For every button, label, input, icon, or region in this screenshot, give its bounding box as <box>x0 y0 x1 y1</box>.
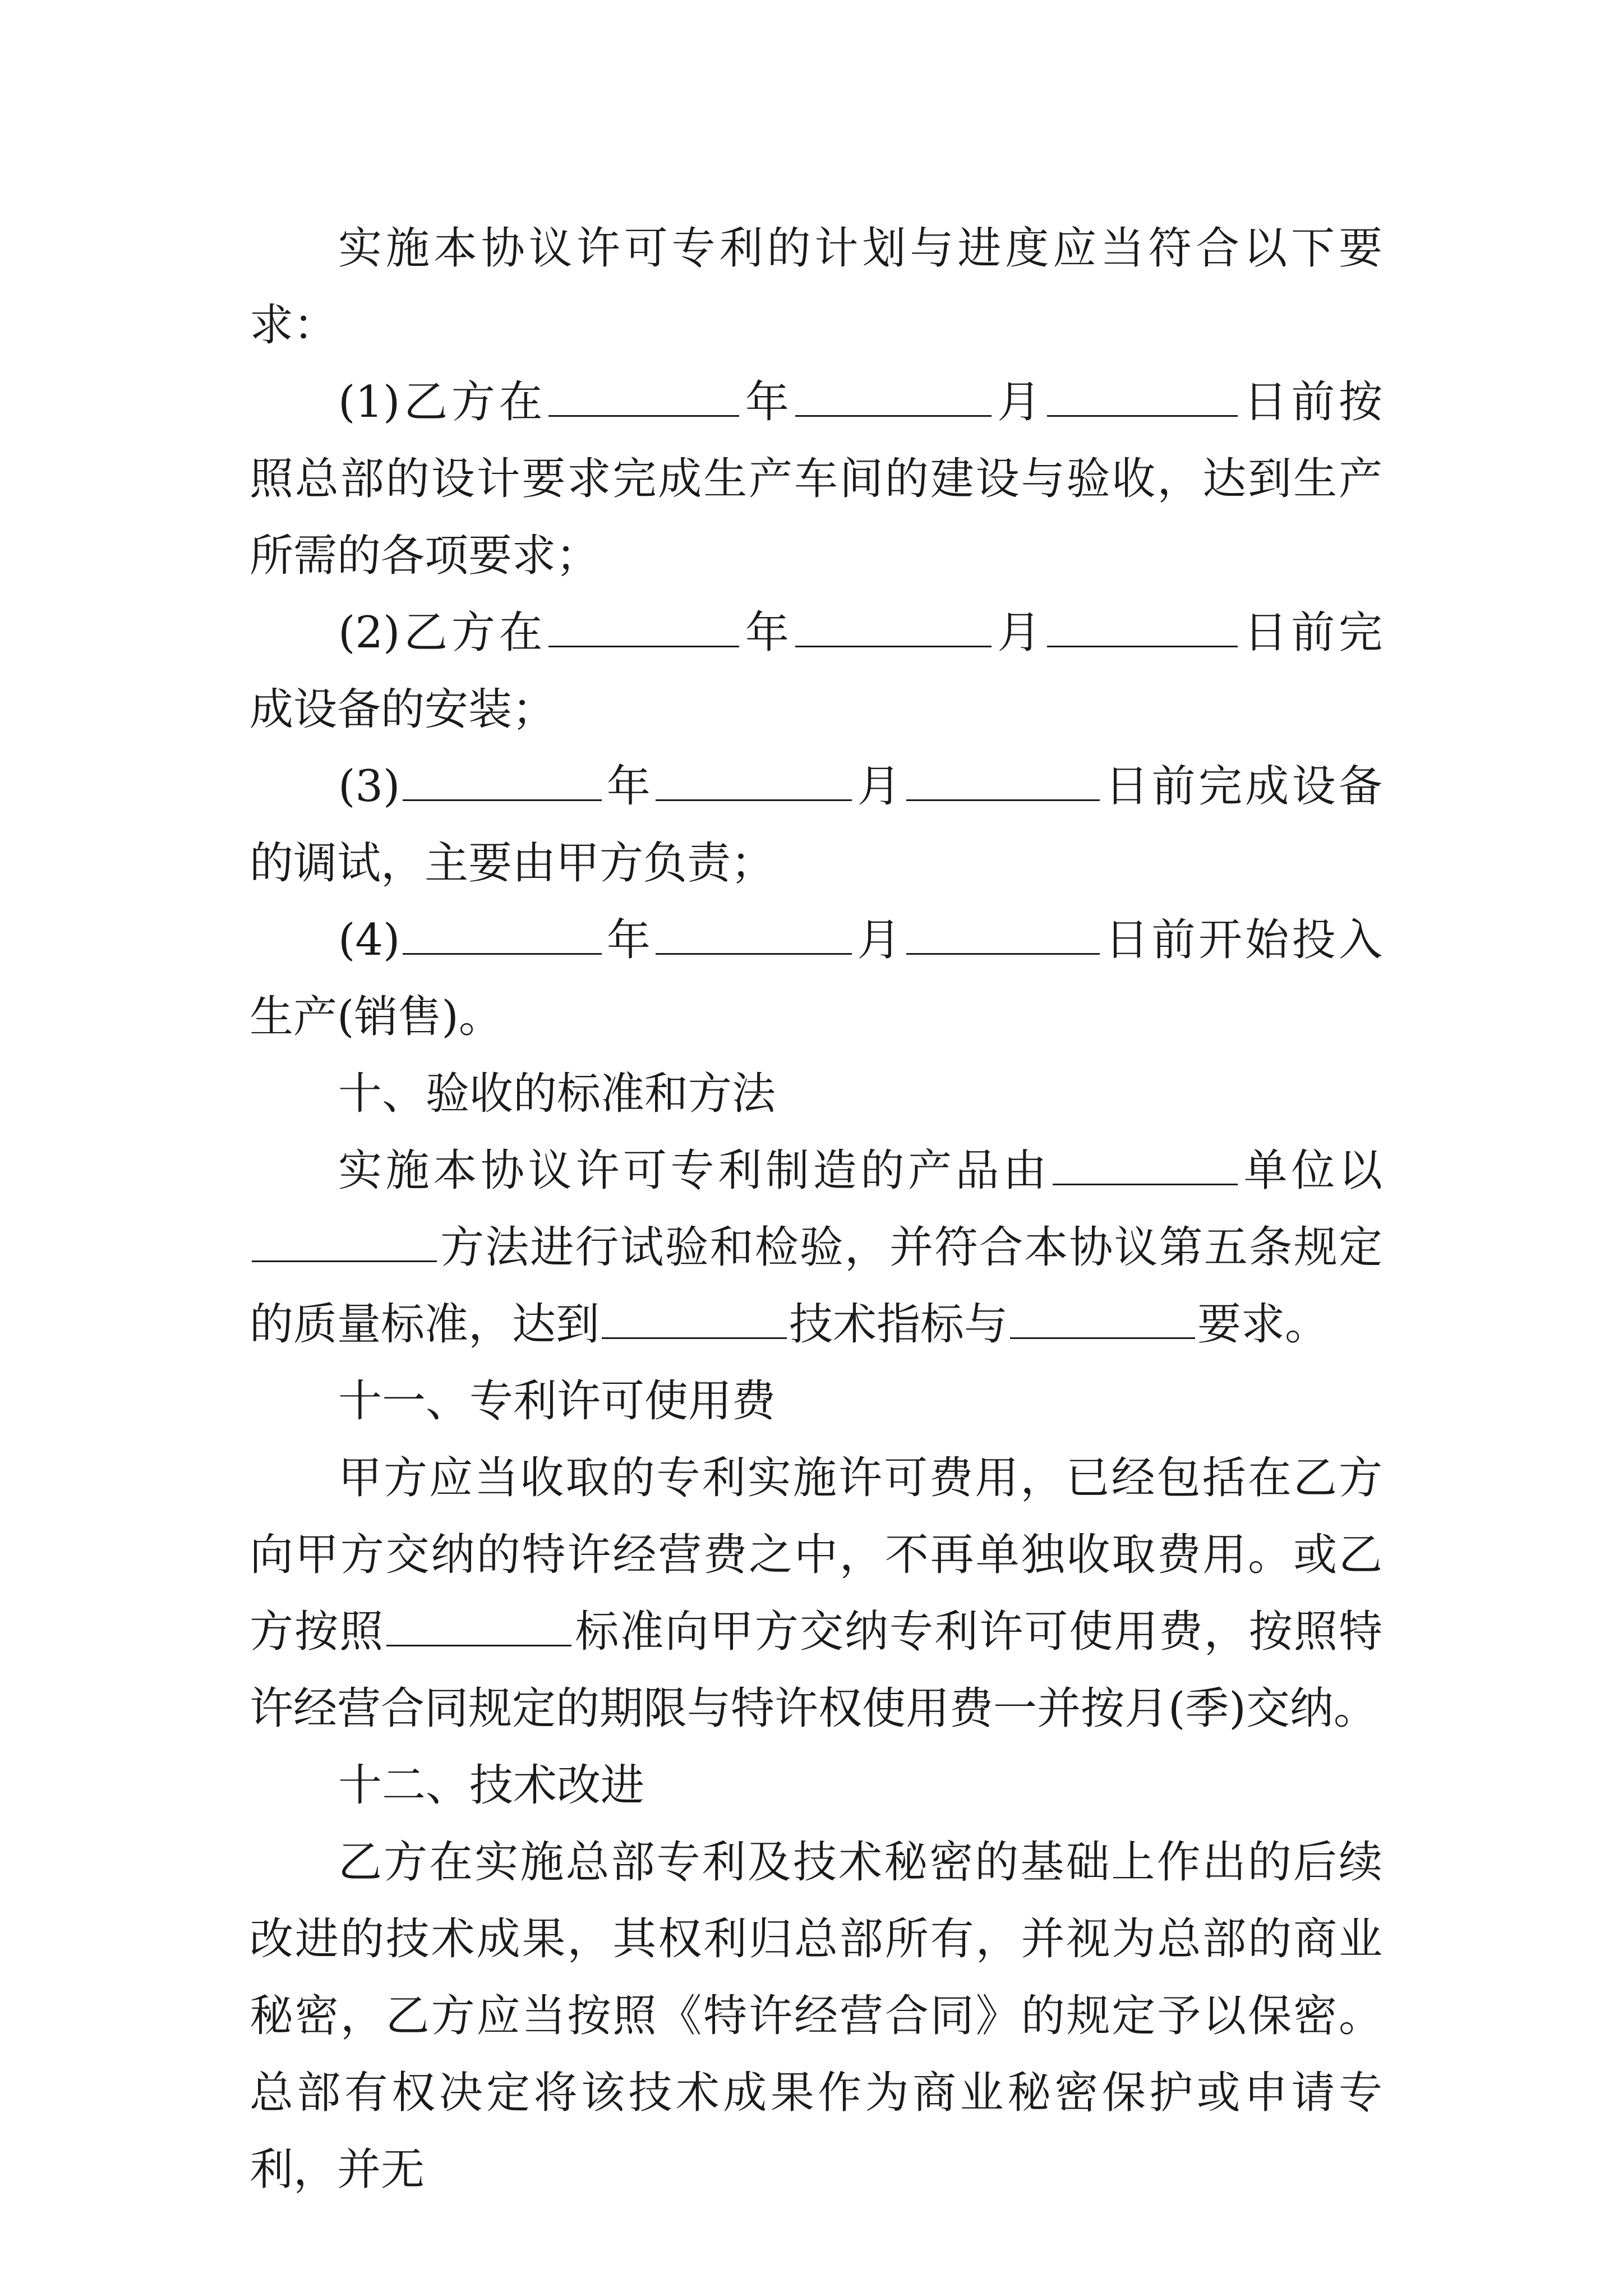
blank-tech-index-field <box>602 1298 787 1339</box>
blank-requirement-field <box>1010 1298 1195 1339</box>
section-11-paragraph <box>250 1440 1382 1747</box>
section-10-paragraph <box>250 1133 1382 1363</box>
section-10-text-4: 技术指标与 <box>789 1299 1008 1350</box>
blank-day-field <box>1047 376 1238 417</box>
section-10-heading-text: 十、验收的标准和方法 <box>338 1069 776 1119</box>
item-4-year-label: 年 <box>603 915 654 965</box>
item-1-month-label: 月 <box>993 377 1045 427</box>
blank-month-field <box>656 760 852 801</box>
blank-year-field <box>403 760 602 801</box>
plan-item-2 <box>250 595 1382 748</box>
blank-month-field <box>795 606 992 647</box>
item-4-month-label: 月 <box>854 915 904 965</box>
plan-item-1 <box>250 364 1382 595</box>
item-3-rest: 日前完成设备的调试，主要由甲方负责； <box>250 761 1382 889</box>
section-11-heading-text: 十一、专利许可使用费 <box>338 1376 776 1427</box>
item-1-prefix: (1)乙方在 <box>338 377 547 427</box>
section-10-text-5: 要求。 <box>1197 1299 1329 1350</box>
section-12-body: 乙方在实施总部专利及技术秘密的基础上作出的后续改进的技术成果，其权利归总部所有，并视为总部的商业秘密，乙方应当按照《特许经营合同》的规定予以保密。总部有权决定将该技术成果作为商业秘密保护或申请专利，并无 <box>250 1837 1382 2195</box>
item-4-rest: 日前开始投入生产(销售)。 <box>250 915 1382 1042</box>
item-2-rest: 日前完成设备的安装； <box>250 608 1382 735</box>
section-12-heading-text: 十二、技术改进 <box>338 1760 645 1811</box>
blank-year-field <box>403 914 602 955</box>
item-2-month-label: 月 <box>993 608 1045 658</box>
blank-year-field <box>548 376 739 417</box>
blank-standard-field <box>386 1605 571 1646</box>
item-3-prefix: (3) <box>338 761 400 812</box>
blank-day-field <box>906 914 1100 955</box>
blank-day-field <box>906 760 1100 801</box>
plan-item-3 <box>250 748 1382 902</box>
plan-intro-paragraph <box>250 210 1382 364</box>
section-12-heading <box>250 1747 1382 1824</box>
item-1-rest: 日前按照总部的设计要求完成生产车间的建设与验收，达到生产所需的各项要求； <box>250 377 1382 581</box>
item-2-prefix: (2)乙方在 <box>338 608 547 658</box>
blank-method-field <box>252 1221 437 1262</box>
section-10-text-1: 实施本协议许可专利制造的产品由 <box>338 1145 1050 1196</box>
blank-month-field <box>795 376 992 417</box>
blank-unit-field <box>1053 1144 1238 1185</box>
item-1-year-label: 年 <box>741 377 793 427</box>
item-3-month-label: 月 <box>854 761 904 812</box>
section-11-text-1: 甲方应当收取的专利实施许可费用，已经包括在乙方向甲方交纳的特许经营费之中，不再单独收取费用。或乙方按照 <box>250 1453 1382 1657</box>
item-2-year-label: 年 <box>741 608 793 658</box>
blank-month-field <box>656 914 852 955</box>
document-body <box>250 210 1382 2208</box>
section-10-heading <box>250 1056 1382 1133</box>
plan-item-4 <box>250 902 1382 1056</box>
blank-day-field <box>1047 606 1238 647</box>
section-11-text-2: 标准向甲方交纳专利许可使用费，按照特许经营合同规定的期限与特许权使用费一并按月(季)交纳。 <box>250 1607 1382 1734</box>
section-11-heading <box>250 1363 1382 1440</box>
section-10-text-3: 方法进行试验和检验，并符合本协议第五条规定的质量标准，达到 <box>250 1222 1382 1350</box>
section-10-text-2: 单位以 <box>1239 1145 1382 1196</box>
section-12-paragraph <box>250 1824 1382 2208</box>
item-3-year-label: 年 <box>603 761 654 812</box>
item-4-prefix: (4) <box>338 915 400 965</box>
blank-year-field <box>548 606 739 647</box>
plan-intro-text: 实施本协议许可专利的计划与进度应当符合以下要求： <box>250 223 1382 351</box>
